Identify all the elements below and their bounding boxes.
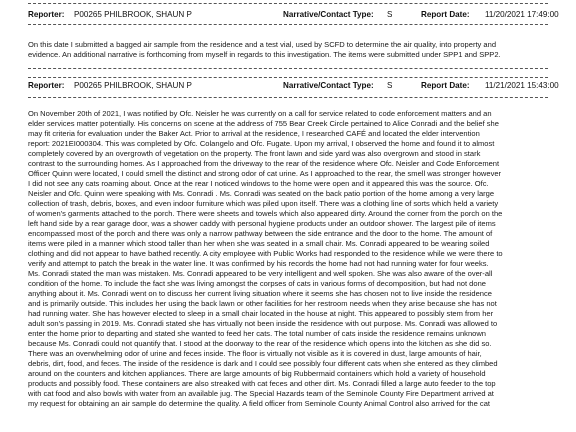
report-date-label: Report Date: (421, 81, 470, 90)
narrative-line: There was an overwhelming odor of urine and feces inside. The floor is virtually not visible as it is covered in dust, large amounts of hair, (28, 349, 482, 358)
narrative-body (28, 109, 550, 409)
narrative-line: of women's garments attached to the porch. There were sheets and towels which also appeared dirty. Around the corner from the porch on the (28, 209, 503, 218)
narrative-line: around on the counters and kitchen appliances. There are large amounts of big Rubbermaid containers which hold a variety of household (28, 369, 486, 378)
narrative-line: completely covered by an overgrowth of vegetation on the property. The front lawn and side yard was also overgrown and stood in stark (28, 149, 481, 158)
narrative-line: elder services matter potentially. His concerns on scene at the address of 755 Bear Creek Circle pertained to Alice Conradi and the belief she (28, 119, 499, 128)
narrative-line: because Ms. Conradi could not quantify that. I stood at the doorway to the rear of the residence which opens into the kitchen as she did so. (28, 339, 492, 348)
report-date-value: 11/21/2021 15:43:00 (485, 81, 559, 90)
narrative-line: contrast to the surrounding homes. As I approached from the driveway to the rear of the residence where Ofc. Neisler and Code Enforcement (28, 159, 500, 168)
narrative-line: Ms. Conradi stated the man was mistaken. Ms. Conradi appeared to be very intelligent and well spoken. She was also aware of the over-all (28, 269, 493, 278)
narrative-line: encompassed most of the porch and there was only a narrow pathway between the side entrance and the door to the home. The amount of (28, 229, 493, 238)
narrative-line: clothing and did not appear to have bathed recently. A city employee with Public Works had responded to the residence while we were there to (28, 249, 503, 258)
report-date-value: 11/20/2021 17:49:00 (485, 10, 559, 19)
narrative-line: and is primarily outside. This includes her using the back lawn or other facilities for her restroom needs when they arise because she has not (28, 299, 497, 308)
reporter-name: P00265 PHILBROOK, SHAUN P (74, 81, 192, 90)
narrative-line: Officer Quinn were located, I could smell the distinct and strong odor of cat urine. As I approached to the rear, the smell was stronger however (28, 169, 502, 178)
narrative-line: collection of trash, debris, boxes, and even indoor furniture which was piled upon itself. There was a clothing line of sorts which held a variety (28, 199, 499, 208)
record-header (28, 81, 559, 93)
narrative-line: report: 2021EI000304. This was completed by Ofc. Colangelo and Ofc. Fugate. Upon my arrival, I observed the home and found it to almost (28, 139, 495, 148)
reporter-label: Reporter: (28, 81, 65, 90)
reporter-label: Reporter: (28, 10, 65, 19)
narrative-line: my request for obtaining an air sample do determine the quality. A field officer from Seminole County Animal Control also arrived for the cat (28, 399, 490, 408)
narrative-type-label: Narrative/Contact Type: (283, 10, 374, 19)
narrative-line: had running water. She has however elected to sleep in a small chair located in the house at night. This appeared to possibly stem from her (28, 309, 494, 318)
separator-line (28, 3, 548, 4)
narrative-type-label: Narrative/Contact Type: (283, 81, 374, 90)
narrative-line: may fit criteria for evaluation under the Baker Act. Prior to arrival at the residence, I researched CAFÉ and located the elder intervention (28, 129, 480, 138)
reporter-name: P00265 PHILBROOK, SHAUN P (74, 10, 192, 19)
narrative-line: enter the home prior to departing and stated she wanted to feed her cats. The total number of cats inside the residence remains unknown (28, 329, 486, 338)
separator-line (28, 68, 548, 69)
narrative-line: adult son's passing in 2019. Ms. Conradi stated she has virtually not been inside the residence with out purpose. Ms. Conradi was allowed to (28, 319, 498, 328)
narrative-line: On this date I submitted a bagged air sample from the residence and a test vial, used by SCFD to determine the air quality, into property and (28, 40, 497, 49)
narrative-line: anything about it. Ms. Conradi went on to discuss her current living situation where it seems she has chosen not to live inside the residence (28, 289, 492, 298)
separator-line (28, 77, 548, 78)
narrative-line: condition of the home. To include the fact she was living amongst the corpses of cats in various forms of decomposition, but had not done (28, 279, 486, 288)
separator-line (28, 97, 548, 98)
narrative-line: evidence. An additional narrative is forthcoming from myself in regards to this investigation. The items were submitted under SPP1 and SPP2. (28, 50, 501, 59)
separator-line (28, 24, 548, 25)
narrative-type-value: S (387, 81, 393, 90)
narrative-line: with cat food and also bowls with water from an available jug. The Special Hazards team of the Seminole County Fire Department arrived at (28, 389, 494, 398)
record-header (28, 10, 559, 22)
narrative-line: debris, dirt, food, and feces. The inside of the residence is dark and I could see possibly four different cats when she entered as they climbed (28, 359, 498, 368)
narrative-line: products and possibly food. These containers are also streaked with cat feces and other dirt. Ms. Conradi filled a large auto feeder to the top (28, 379, 496, 388)
narrative-line: items were piled in a manner which stood taller than her when she was seated in a small chair. Ms. Conradi appeared to be wearing soiled (28, 239, 490, 248)
narrative-line: verify and attempt to patch the break in the water line. It was confirmed by his records the home had not had running water for four weeks. (28, 259, 489, 268)
narrative-type-value: S (387, 10, 393, 19)
narrative-line: left hand side by a rear garage door, was a shower caddy with personal hygiene products under an outdoor shower. The largest pile of items (28, 219, 496, 228)
narrative-body (28, 40, 550, 60)
report-date-label: Report Date: (421, 10, 470, 19)
narrative-line: Neisler and Ofc. Quinn were speaking with Ms. Conradi . Ms. Conradi was seated on the back patio portion of the home among a very large (28, 189, 495, 198)
narrative-line: I did not see any cats roaming about. Once at the rear I noticed windows to the home were open and it appeared this was the source. Ofc. (28, 179, 489, 188)
narrative-line: On November 20th of 2021, I was notified by Ofc. Neisler he was currently on a call for service related to code enforcement matters and an (28, 109, 492, 118)
